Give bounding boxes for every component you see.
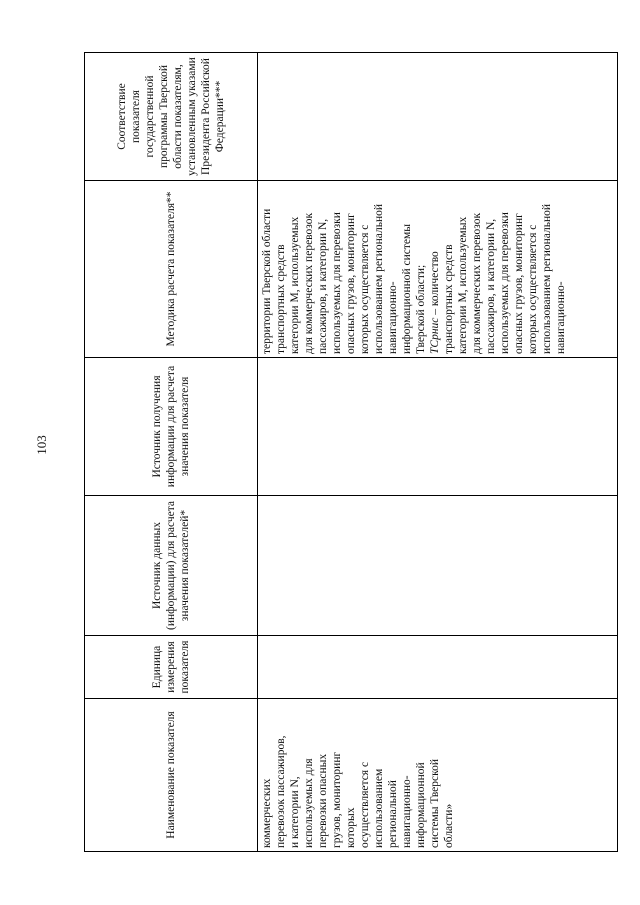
- method-formula-symbol: TCрнис: [429, 317, 441, 354]
- header-info-source: Источник получения информации для расчета значения показателя: [85, 358, 258, 496]
- table-header-row: [85, 53, 258, 852]
- page-number: 103: [34, 435, 49, 455]
- cell-unit: [258, 636, 618, 699]
- cell-info-source: [258, 358, 618, 496]
- header-data-source: Источник данных (информации) для расчета значения показателей*: [85, 496, 258, 636]
- cell-correspondence: [258, 53, 618, 181]
- cell-indicator-name: коммерческих перевозок пассажиров, и категории N, используемых для перевозки опасных грузов, мониторинг которых осуществляется с использованием региональной навигационно- информационной системы Тверской области»: [258, 699, 618, 852]
- method-text-part1: территории Тверской области транспортных средств категории M, используемых для коммерческих перевозок пассажиров, и категории N, используемых для перевозки опасных грузов, мониторинг которых осуществляется с использованием региональной навигационно- информационной системы Тверской области;: [261, 203, 427, 354]
- header-calculation-method: Методика расчета показателя**: [85, 181, 258, 358]
- table-row: [258, 53, 618, 852]
- header-unit: Единица измерения показателя: [85, 636, 258, 699]
- header-indicator-name: Наименование показателя: [85, 699, 258, 852]
- indicators-table: [84, 52, 618, 852]
- cell-data-source: [258, 496, 618, 636]
- method-text-part2: – количество транспортных средств категории M, используемых для коммерческих перевозок пассажиров, и категории N, используемых для перевозки опасных грузов, мониторинг которых осуществляется с использованием региональной навигационно-: [429, 203, 567, 354]
- header-correspondence: Соответствие показателя государственной программы Тверской области показателям, установленным указами Президента Российской Федерации***: [85, 53, 258, 181]
- cell-calculation-method: [258, 181, 618, 358]
- rotated-table-container: [84, 53, 618, 852]
